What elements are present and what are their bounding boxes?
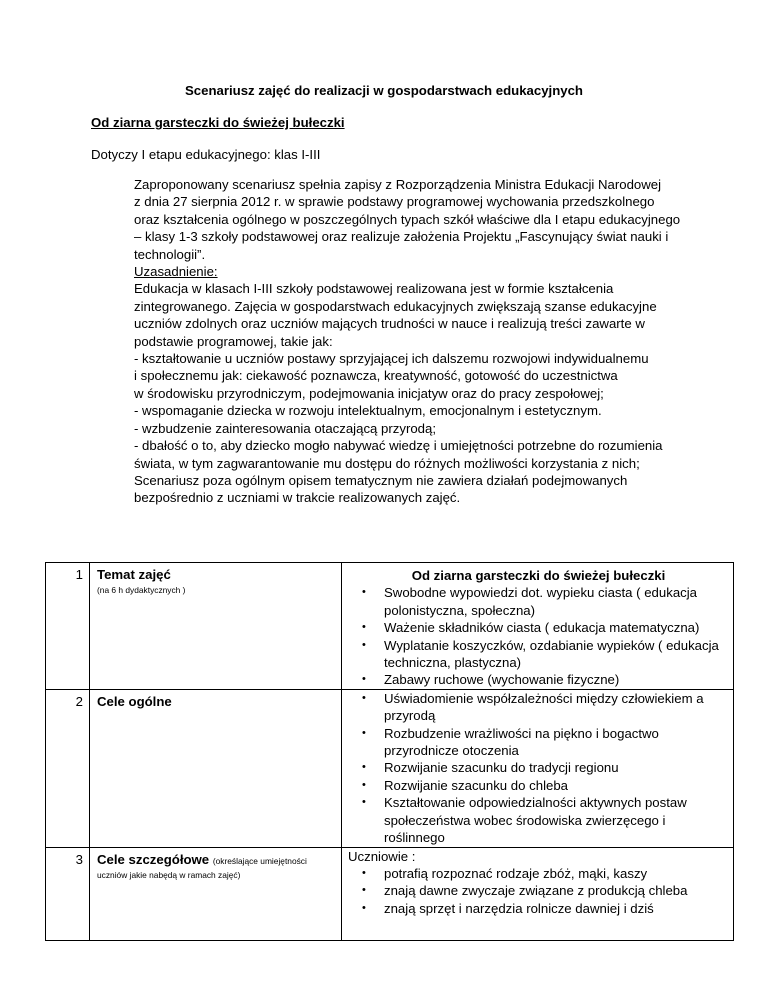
intro-block (134, 176, 694, 507)
bullet-icon: • (362, 673, 366, 686)
list-item-text: Wyplatanie koszyczków, ozdabianie wypieków ( edukacja (384, 637, 719, 653)
bullet-icon: • (362, 778, 366, 791)
list-item-text: potrafią rozpoznać rodzaje zbóż, mąki, kaszy (384, 865, 648, 881)
intro-line: Zaproponowany scenariusz spełnia zapisy z Rozporządzenia Ministra Edukacji Narodowej (134, 177, 662, 192)
row-content-cell (342, 563, 734, 690)
list-item-text: Rozwijanie szacunku do chleba (384, 777, 569, 793)
row-content-cell (342, 689, 734, 847)
list-item-text: Zabawy ruchowe (wychowanie fizyczne) (384, 672, 620, 688)
justification-line: - kształtowanie u uczniów postawy sprzyjającej ich dalszemu rozwojowi indywidualnemu (134, 351, 649, 367)
document-subtitle: Od ziarna garsteczki do świeżej bułeczki (91, 115, 345, 130)
row-label: Temat zajęć (97, 567, 171, 582)
list-item (348, 865, 729, 882)
list-item-text: społeczeństwa wobec środowiska zwierzęcego i (384, 812, 666, 828)
intro-line: oraz kształcenia ogólnego w poszczególnych typach szkół właściwe dla I etapu edukacyjnego (134, 211, 681, 227)
list-item-text: przyrodnicze otoczenia (384, 743, 519, 759)
lesson-plan-table (45, 562, 734, 941)
bullet-icon: • (362, 691, 366, 704)
justification-line: w środowisku przyrodniczym, podejmowania inicjatyw oraz do pracy zespołowej; (134, 385, 604, 401)
list-item (348, 900, 729, 917)
bullet-icon: • (362, 761, 366, 774)
list-item (348, 619, 729, 636)
intro-line: technologii”. (134, 246, 206, 262)
row-label-line (97, 852, 335, 867)
justification-line: - wzbudzenie zainteresowania otaczającą przyrodą; (134, 420, 437, 436)
list-item-text: Rozbudzenie wrażliwości na piękno i bogactwo (384, 725, 659, 741)
educational-stage: Dotyczy I etapu edukacyjnego: klas I-III (91, 147, 321, 162)
list-item-text: Uświadomienie współzależności między człowiekiem a (384, 690, 704, 706)
row-label: Cele szczegółowe (97, 851, 210, 867)
row-label-cell (90, 689, 342, 847)
justification-line: - wspomaganie dziecka w rozwoju intelektualnym, emocjonalnym i estetycznym. (134, 403, 602, 419)
list-item-text: polonistyczna, społeczna) (384, 602, 536, 618)
row-label-cell (90, 563, 342, 690)
list-item-text: przyrodą (384, 708, 436, 724)
document-title: Scenariusz zajęć do realizacji w gospodarstwach edukacyjnych (185, 83, 583, 98)
list-item (348, 690, 729, 725)
list-item (348, 671, 729, 688)
intro-line: – klasy 1-3 szkoły podstawowej oraz realizuje założenia Projektu „Fascynujący świat nauki i (134, 229, 669, 245)
bullet-icon: • (362, 884, 366, 897)
justification-line: uczniów zdolnych oraz uczniów mających trudności w nauce i realizują treści zawarte w (134, 316, 645, 332)
bullet-icon: • (362, 586, 366, 599)
list-item (348, 794, 729, 846)
justification-line: Scenariusz poza ogólnym opisem tematycznym nie zawiera działań podejmowanych (134, 472, 628, 488)
justification-line: podstawie programowej, takie jak: (134, 333, 333, 349)
bullet-icon: • (362, 726, 366, 739)
list-item (348, 759, 729, 776)
bullet-list (348, 690, 729, 847)
list-item (348, 637, 729, 672)
table-row (46, 847, 734, 940)
row-note: (na 6 h dydaktycznych ) (97, 585, 186, 595)
row-note: uczniów jakie nabędą w ramach zajęć) (97, 869, 241, 880)
list-item-text: Kształtowanie odpowiedzialności aktywnych postaw (384, 795, 687, 811)
justification-heading: Uzasadnienie: (134, 264, 218, 280)
list-item (348, 882, 729, 899)
bullet-icon: • (362, 638, 366, 651)
bullet-icon: • (362, 621, 366, 634)
row-content-cell (342, 847, 734, 940)
justification-line: Edukacja w klasach I-III szkoły podstawowej realizowana jest w formie kształcenia (134, 281, 614, 297)
list-item-text: techniczna, plastyczna) (384, 655, 522, 671)
list-item-text: znają dawne zwyczaje związane z produkcją chleba (384, 883, 688, 899)
bullet-list (348, 865, 729, 917)
justification-line: - dbałość o to, aby dziecko mogło nabywać wiedzę i umiejętności potrzebne do rozumienia (134, 438, 663, 454)
bullet-list (348, 584, 729, 688)
justification-line: świata, w tym zagwarantowanie mu dostępu do różnych możliwości korzystania z nich; (134, 455, 640, 471)
list-item-text: Rozwijanie szacunku do tradycji regionu (384, 760, 619, 776)
table-row (46, 689, 734, 847)
row-note-inline: (określające umiejętności (212, 855, 307, 866)
list-item-text: Swobodne wypowiedzi dot. wypieku ciasta ( edukacja (384, 585, 698, 601)
justification-line: bezpośrednio z uczniami w trakcie realizowanych zajęć. (134, 490, 461, 506)
row-number: 3 (46, 847, 90, 940)
topic-heading: Od ziarna garsteczki do świeżej bułeczki (411, 568, 666, 583)
bullet-icon: • (362, 901, 366, 914)
list-item-text: roślinnego (384, 830, 445, 846)
justification-line: i społecznemu jak: ciekawość poznawcza, kreatywność, gotowość do uczestnictwa (134, 368, 618, 384)
list-item (348, 584, 729, 619)
list-item-text: Ważenie składników ciasta ( edukacja matematyczna) (384, 620, 700, 636)
row-label-cell (90, 847, 342, 940)
students-heading: Uczniowie : (348, 848, 416, 864)
bullet-icon: • (362, 866, 366, 879)
list-item-text: znają sprzęt i narzędzia rolnicze dawniej i dziś (384, 900, 654, 916)
justification-line: zintegrowanego. Zajęcia w gospodarstwach edukacyjnych zwiększają szanse edukacyjne (134, 298, 657, 314)
intro-line: z dnia 27 sierpnia 2012 r. w sprawie podstawy programowej wychowania przedszkolnego (134, 194, 655, 210)
list-item (348, 777, 729, 794)
row-number: 1 (46, 563, 90, 690)
table-row (46, 563, 734, 690)
list-item (348, 725, 729, 760)
row-label: Cele ogólne (97, 693, 172, 709)
bullet-icon: • (362, 796, 366, 809)
row-number: 2 (46, 689, 90, 847)
